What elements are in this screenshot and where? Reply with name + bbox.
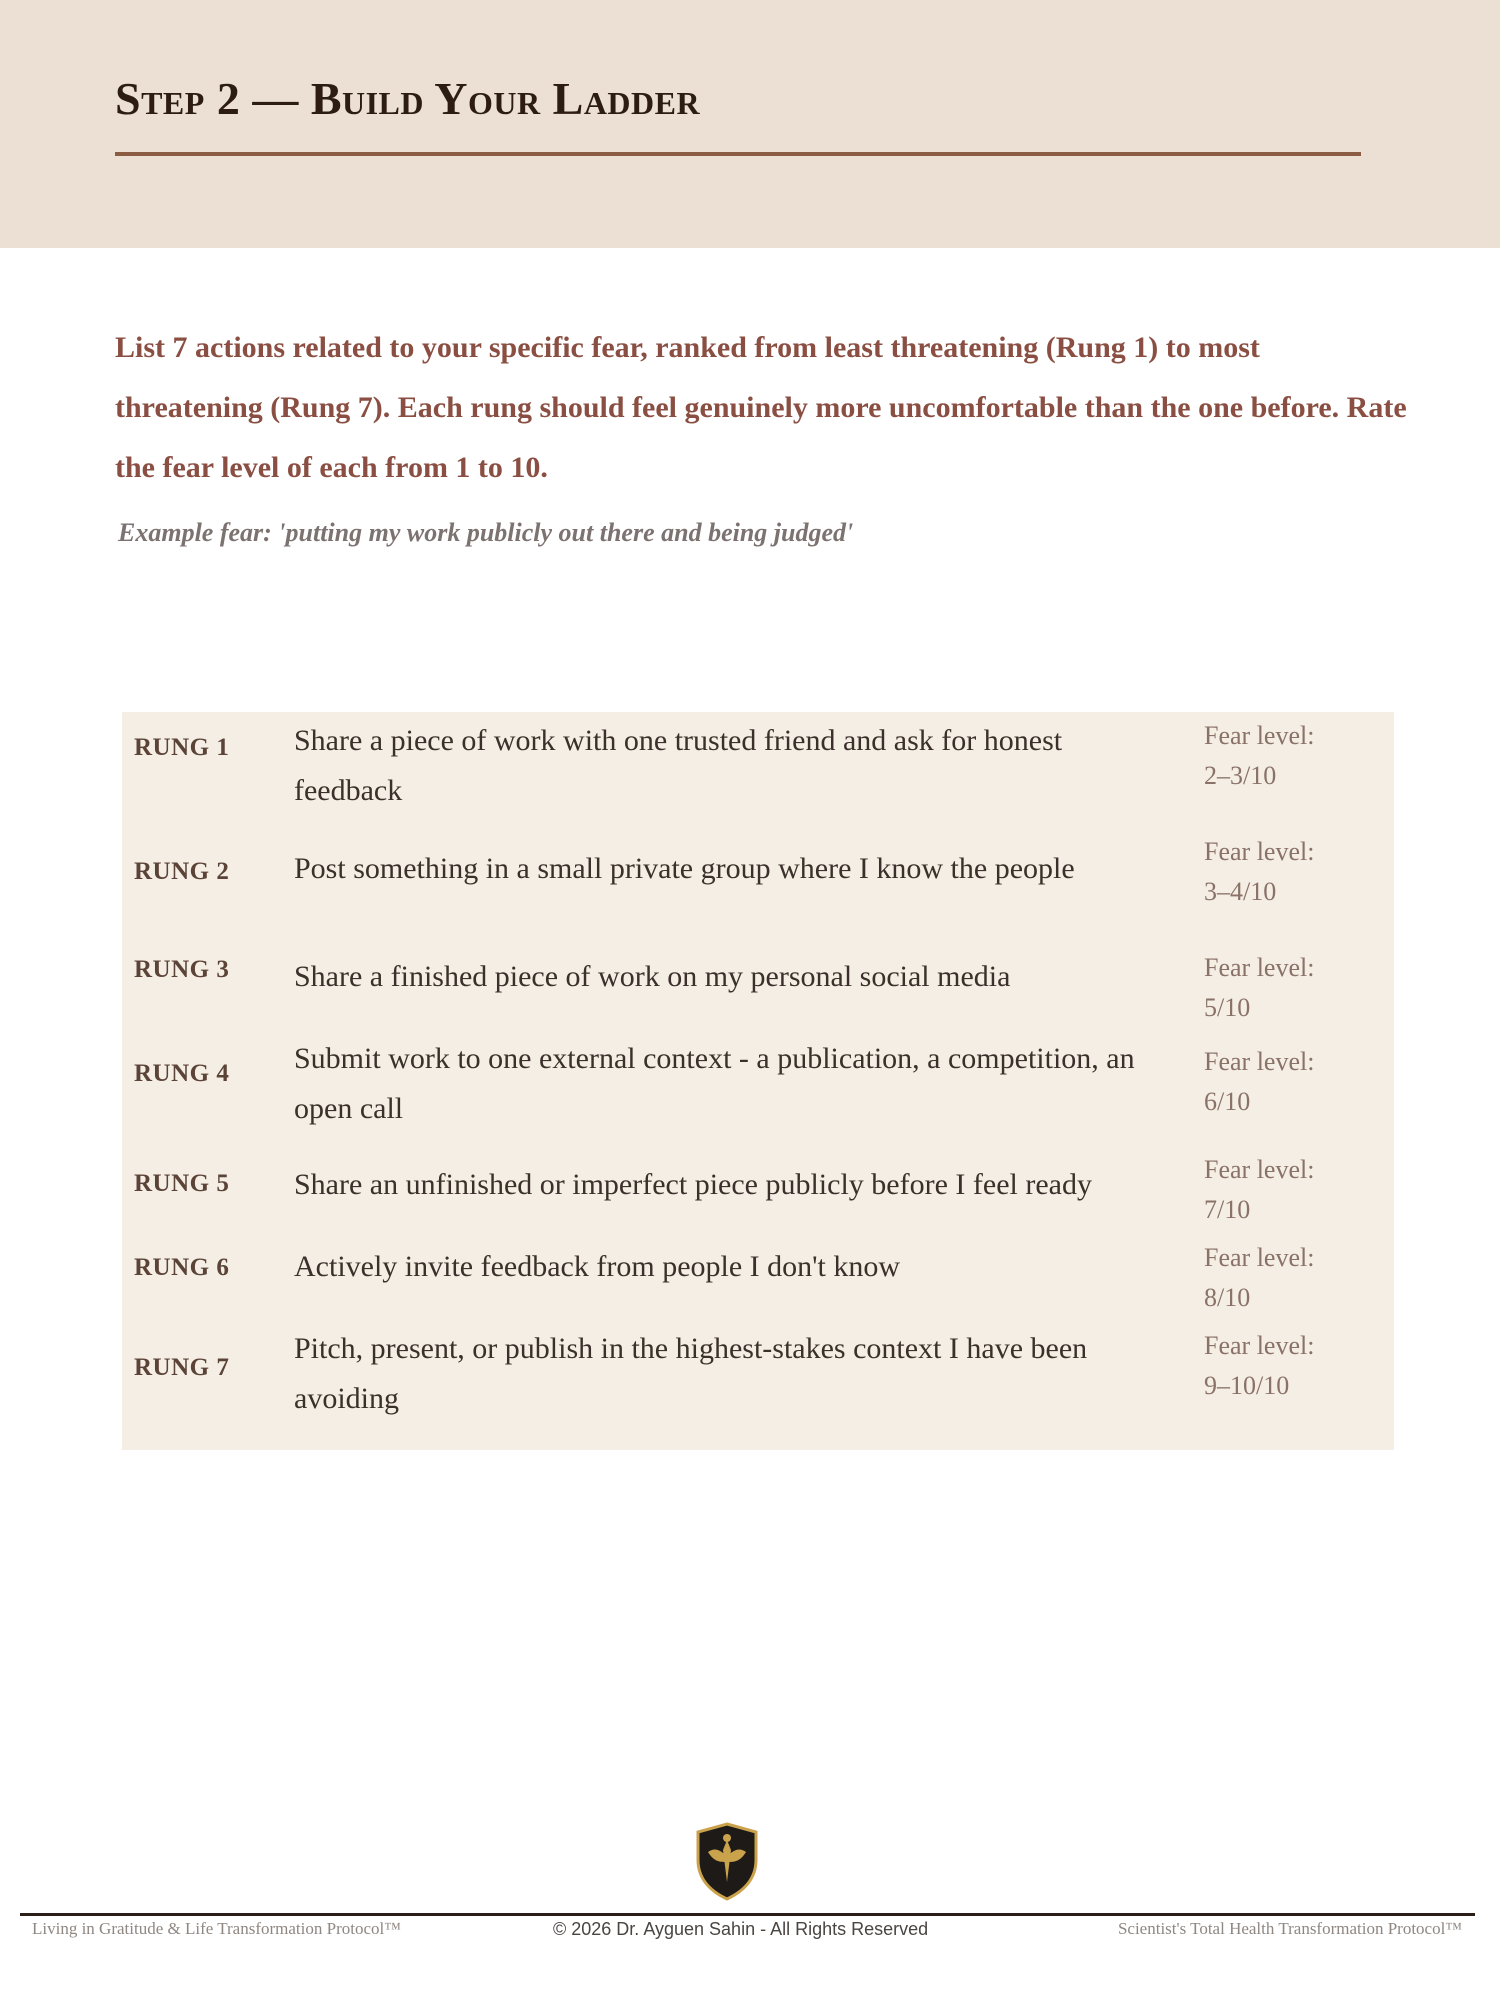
rung-action-text: Actively invite feedback from people I don't know (294, 1250, 901, 1283)
rung-action-text: Share a finished piece of work on my personal social media (294, 960, 1011, 993)
fear-level-label: Fear level: (1204, 1331, 1315, 1360)
rung-fear-level (1204, 948, 1384, 1028)
instructions-text: List 7 actions related to your specific fear, ranked from least threatening (Rung 1) to most threatening (Rung 7). Each rung should feel genuinely more uncomfortable than the one before. Rate the fear level of each from 1 to 10. (115, 331, 1407, 484)
fear-level-label: Fear level: (1204, 1155, 1315, 1184)
rung-fear-level (1204, 1238, 1384, 1318)
footer-divider (20, 1913, 1475, 1916)
rung-fear-level (1204, 1326, 1384, 1406)
rung-action-text: Post something in a small private group where I know the people (294, 852, 1075, 885)
rung-fear-level (1204, 832, 1384, 912)
fear-level-value: 2–3/10 (1204, 761, 1277, 790)
rung-action-text: Pitch, present, or publish in the highest-stakes context I have been avoiding (294, 1332, 1088, 1415)
rung-action-text: Share an unfinished or imperfect piece publicly before I feel ready (294, 1168, 1092, 1201)
fear-level-label: Fear level: (1204, 837, 1315, 866)
fear-level-label: Fear level: (1204, 1243, 1315, 1272)
rung-label: RUNG 1 (134, 734, 230, 761)
rung-label: RUNG 2 (134, 858, 230, 885)
rung-fear-level (1204, 716, 1384, 796)
fear-level-label: Fear level: (1204, 1047, 1315, 1076)
rung-fear-level (1204, 1042, 1384, 1122)
page-title: Step 2 — Build Your Ladder (115, 73, 701, 124)
ladder-table (122, 712, 1394, 1450)
footer-copyright: © 2026 Dr. Ayguen Sahin - All Rights Reserved (553, 1919, 929, 1939)
fear-level-value: 7/10 (1204, 1195, 1251, 1224)
rung-label: RUNG 5 (134, 1170, 230, 1197)
fear-level-value: 5/10 (1204, 993, 1251, 1022)
title-divider (115, 152, 1361, 156)
fear-level-value: 3–4/10 (1204, 877, 1277, 906)
fear-level-value: 6/10 (1204, 1087, 1251, 1116)
fear-level-label: Fear level: (1204, 721, 1315, 750)
rung-action-text: Submit work to one external context - a publication, a competition, an open call (294, 1042, 1135, 1125)
example-fear-text: Example fear: 'putting my work publicly out there and being judged' (118, 518, 854, 547)
footer-left-text: Living in Gratitude & Life Transformation Protocol™ (32, 1919, 401, 1938)
footer-right-text: Scientist's Total Health Transformation Protocol™ (1117, 1919, 1462, 1938)
shield-crest-icon (694, 1822, 760, 1902)
rung-fear-level (1204, 1150, 1384, 1230)
fear-level-value: 9–10/10 (1204, 1371, 1290, 1400)
rung-label: RUNG 7 (134, 1354, 230, 1381)
fear-level-value: 8/10 (1204, 1283, 1251, 1312)
header-band (0, 0, 1500, 248)
fear-level-label: Fear level: (1204, 953, 1315, 982)
rung-label: RUNG 3 (134, 956, 230, 983)
rung-label: RUNG 4 (134, 1060, 230, 1087)
rung-action-text: Share a piece of work with one trusted friend and ask for honest feedback (294, 724, 1063, 807)
rung-label: RUNG 6 (134, 1254, 230, 1281)
